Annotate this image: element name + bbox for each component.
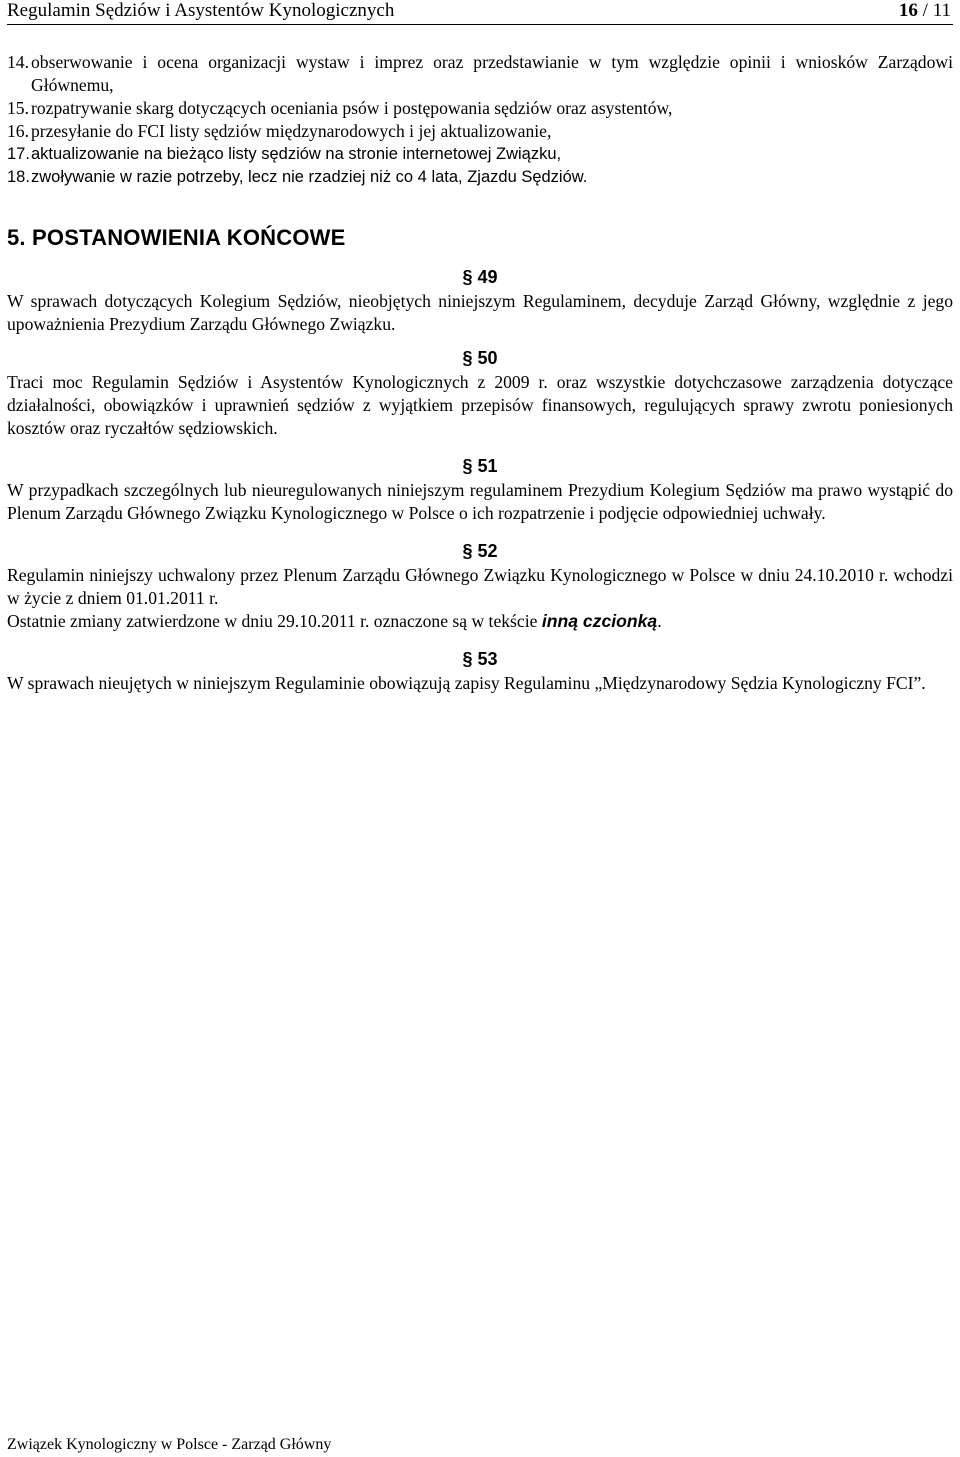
page-footer: Związek Kynologiczny w Polsce - Zarząd Główny: [7, 1436, 332, 1453]
list-item: [7, 51, 953, 97]
paragraph-mark: § 53: [462, 649, 498, 669]
list-item-number: 16.: [7, 121, 29, 141]
document-body: [7, 51, 953, 695]
list-item-number: 18.: [7, 168, 30, 186]
list-item-text: zwoływanie w razie potrzeby, lecz nie rzadziej niż co 4 lata, Zjazdu Sędziów.: [31, 168, 588, 186]
paragraph-text: Regulamin niniejszy uchwalony przez Plenum Zarządu Głównego Związku Kynologicznego w Polsce w dniu 24.10.2010 r. wchodzi w życie z dniem 01.01.2011 r.: [7, 565, 953, 608]
list-item-text: rozpatrywanie skarg dotyczących oceniania psów i postępowania sędziów oraz asystentów,: [31, 98, 673, 118]
paragraph-mark: § 52: [462, 541, 498, 561]
list-item-number: 14.: [7, 52, 29, 72]
list-item: [7, 143, 953, 166]
paragraph-text: W przypadkach szczególnych lub nieuregulowanych niniejszym regulaminem Prezydium Kolegium Sędziów ma prawo wystąpić do Plenum Zarządu Głównego Związku Kynologicznego w Polsce o ich rozpatrzenie i podjęcie odpowiedniej uchwały.: [7, 480, 953, 523]
paragraph-text: Traci moc Regulamin Sędziów i Asystentów Kynologicznych z 2009 r. oraz wszystkie dotychczasowe zarządzenia dotyczące działalności, obowiązków i uprawnień sędziów z wyjątkiem przepisów finansowych, regulujących sprawy zwrotu poniesionych kosztów oraz ryczałtów sędziowskich.: [7, 372, 953, 438]
list-item-text: aktualizowanie na bieżąco listy sędziów na stronie internetowej Związku,: [31, 145, 562, 163]
list-item-text: obserwowanie i ocena organizacji wystaw i imprez oraz przedstawianie w tym względzie opinii i wniosków Zarządowi Głównemu,: [31, 52, 953, 95]
current-page: 16: [898, 0, 918, 21]
page-number: [899, 0, 951, 22]
paragraph-mark: § 50: [462, 348, 498, 368]
list-item: [7, 120, 953, 143]
amendment-note-text: Ostatnie zmiany zatwierdzone w dniu 29.10.2011 r. oznaczone są w tekście: [7, 611, 542, 631]
amendment-note: [7, 610, 953, 633]
page-header: [7, 0, 953, 25]
list-item-text: przesyłanie do FCI listy sędziów międzynarodowych i jej aktualizowanie,: [31, 121, 552, 141]
total-pages: / 11: [922, 0, 951, 21]
section-heading: 5. POSTANOWIENIA KOŃCOWE: [7, 225, 346, 250]
paragraph-text: W sprawach nieujętych w niniejszym Regulaminie obowiązują zapisy Regulaminu „Międzynarodowy Sędzia Kynologiczny FCI”.: [7, 673, 926, 693]
list-item-number: 15.: [7, 98, 29, 118]
paragraph-mark: § 49: [462, 267, 498, 287]
paragraph-text: W sprawach dotyczących Kolegium Sędziów, nieobjętych niniejszym Regulaminem, decyduje Zarząd Główny, względnie z jego upoważnienia Prezydium Zarządu Głównego Związku.: [7, 291, 953, 334]
paragraph-mark: § 51: [462, 456, 498, 476]
amendment-note-emphasis: inną czcionką: [541, 611, 658, 631]
list-item: [7, 97, 953, 120]
document-title: Regulamin Sędziów i Asystentów Kynologicznych: [7, 0, 395, 21]
amendment-note-end: .: [657, 611, 662, 631]
list-item: [7, 166, 953, 189]
list-item-number: 17.: [7, 145, 30, 163]
